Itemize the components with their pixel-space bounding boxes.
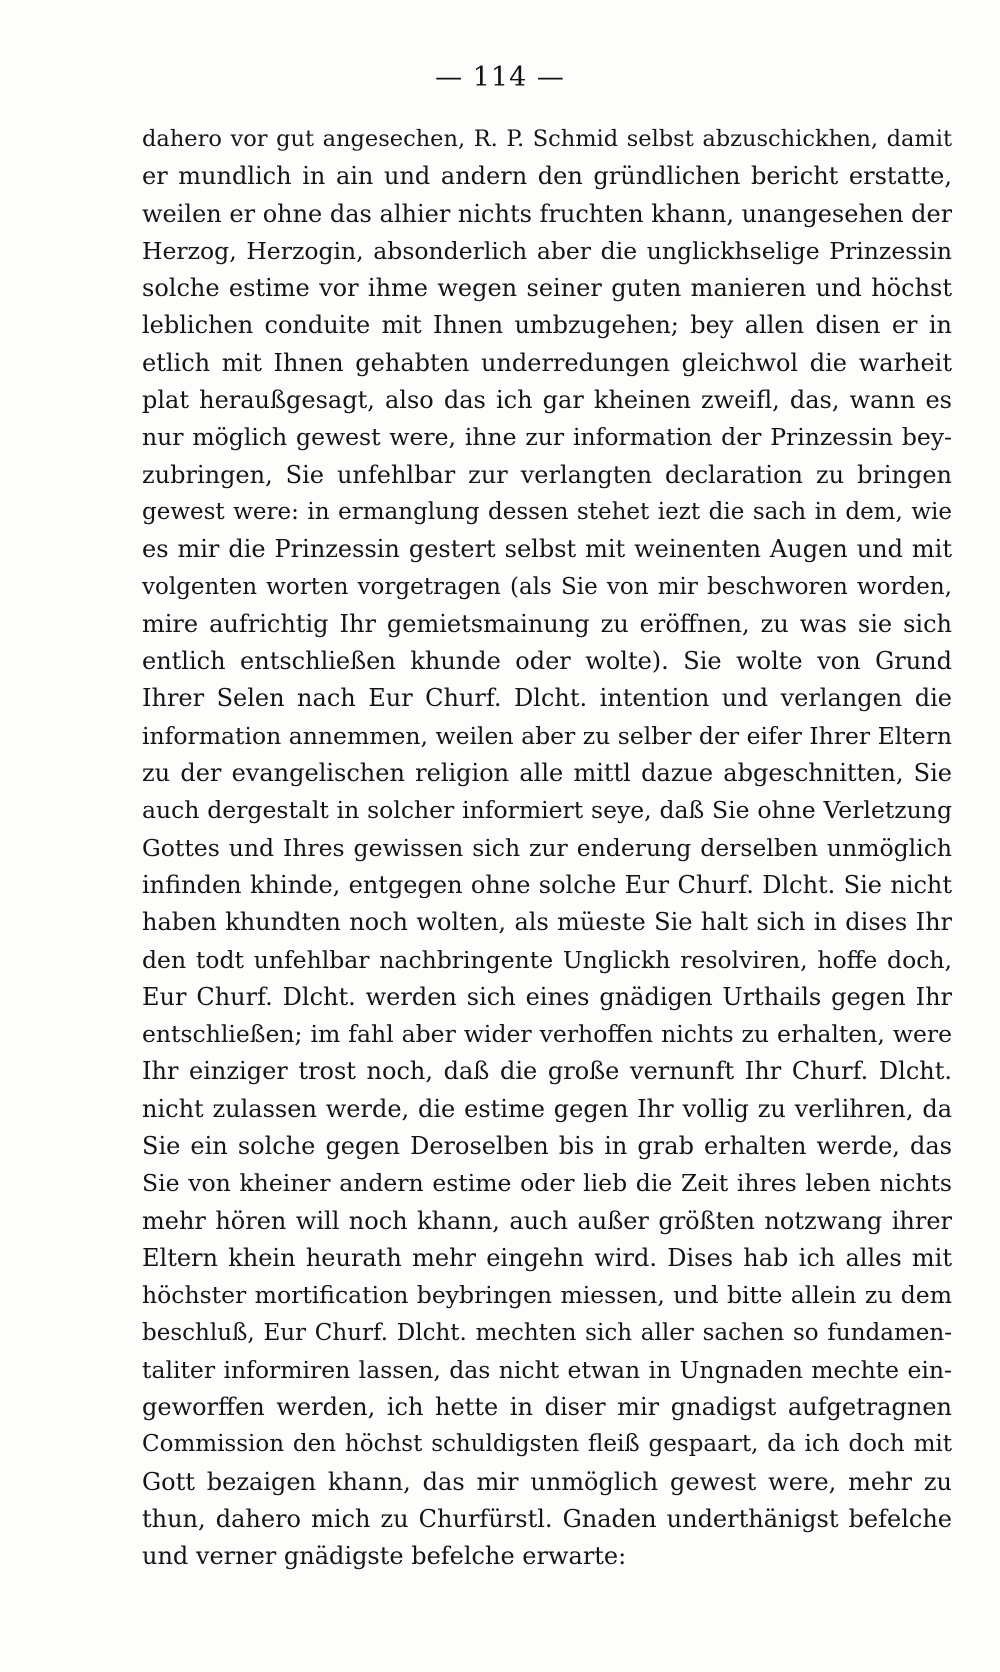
text-line: weilen er ohne das alhier nichts fruchten khann, unangesehen der [142,199,952,228]
text-line: Eur Churf. Dlcht. werden sich eines gnädigen Urthails gegen Ihr [142,982,952,1011]
text-line: information annemmen, weilen aber zu selber der eifer Ihrer Eltern [142,721,952,750]
text-line: entlich entschließen khunde oder wolte). Sie wolte von Grund [142,647,952,676]
text-line: es mir die Prinzessin gestert selbst mit weinenten Augen und mit [142,535,952,564]
text-line: Gottes und Ihres gewissen sich zur enderung derselben unmöglich [142,833,952,862]
text-line: thun, dahero mich zu Churfürstl. Gnaden underthänigst befelche [142,1504,952,1533]
text-line: solche estime vor ihme wegen seiner guten manieren und höchst [142,274,952,303]
text-line: Eltern khein heurath mehr eingehn wird. Dises hab ich alles mit [142,1243,952,1272]
text-line: entschließen; im fahl aber wider verhoffen nichts zu erhalten, were [142,1020,952,1049]
text-line: zubringen, Sie unfehlbar zur verlangten declaration zu bringen [142,460,952,489]
text-line: Sie ein solche gegen Deroselben bis in grab erhalten werde, das [142,1132,952,1161]
text-line: volgenten worten vorgetragen (als Sie von mir beschworen worden, [142,573,952,600]
text-line: Commission den höchst schuldigsten fleiß gespaart, da ich doch mit [142,1431,952,1458]
text-line: höchster mortification beybringen miessen, und bitte allein zu dem [142,1281,952,1310]
text-line: etlich mit Ihnen gehabten underredungen gleichwol die warheit [142,348,952,377]
text-line: leblichen conduite mit Ihnen umbzugehen; bey allen disen er in [142,311,952,340]
text-line: Ihrer Selen nach Eur Churf. Dlcht. intention und verlangen die [142,684,952,713]
text-line: mehr hören will noch khann, auch außer größten notzwang ihrer [142,1206,952,1235]
text-line: und verner gnädigste befelche erwarte: [142,1542,627,1571]
text-line: er mundlich in ain und andern den gründlichen bericht erstatte, [142,162,952,191]
text-line: auch dergestalt in solcher informiert seye, daß Sie ohne Verletzung [142,796,952,825]
text-line: taliter informiren lassen, das nicht etwan in Ungnaden mechte ein- [142,1355,952,1384]
text-line: beschluß, Eur Churf. Dlcht. mechten sich aller sachen so fundamen- [142,1319,952,1346]
text-line: Gott bezaigen khann, das mir unmöglich gewest were, mehr zu [142,1467,952,1496]
text-line: nicht zulassen werde, die estime gegen Ihr vollig zu verlihren, da [142,1094,952,1123]
text-line: infinden khinde, entgegen ohne solche Eur Churf. Dlcht. Sie nicht [142,870,952,899]
text-line: dahero vor gut angesechen, R. P. Schmid selbst abzuschickhen, damit [142,126,952,152]
text-line: mire aufrichtig Ihr gemietsmainung zu eröffnen, zu was sie sich [142,609,952,638]
text-line: den todt unfehlbar nachbringente Unglickh resolviren, hoffe doch, [142,945,952,974]
text-line: Sie von kheiner andern estime oder lieb die Zeit ihres leben nichts [142,1169,952,1198]
page-number: — 114 — [435,62,565,93]
text-line: Herzog, Herzogin, absonderlich aber die unglickhselige Prinzessin [142,236,952,265]
text-line: geworffen werden, ich hette in diser mir gnadigst aufgetragnen [142,1393,952,1422]
body-text [142,121,952,1576]
text-line: Ihr einziger trost noch, daß die große vernunft Ihr Churf. Dlcht. [142,1057,952,1086]
text-line: nur möglich gewest were, ihne zur information der Prinzessin bey- [142,423,952,452]
text-line: gewest were: in ermanglung dessen stehet iezt die sach in dem, wie [142,498,952,525]
text-line: plat heraußgesagt, also das ich gar kheinen zweifl, das, wann es [142,386,952,415]
text-line: haben khundten noch wolten, als müeste Sie halt sich in dises Ihr [142,908,952,937]
text-line: zu der evangelischen religion alle mittl dazue abgeschnitten, Sie [142,759,952,788]
